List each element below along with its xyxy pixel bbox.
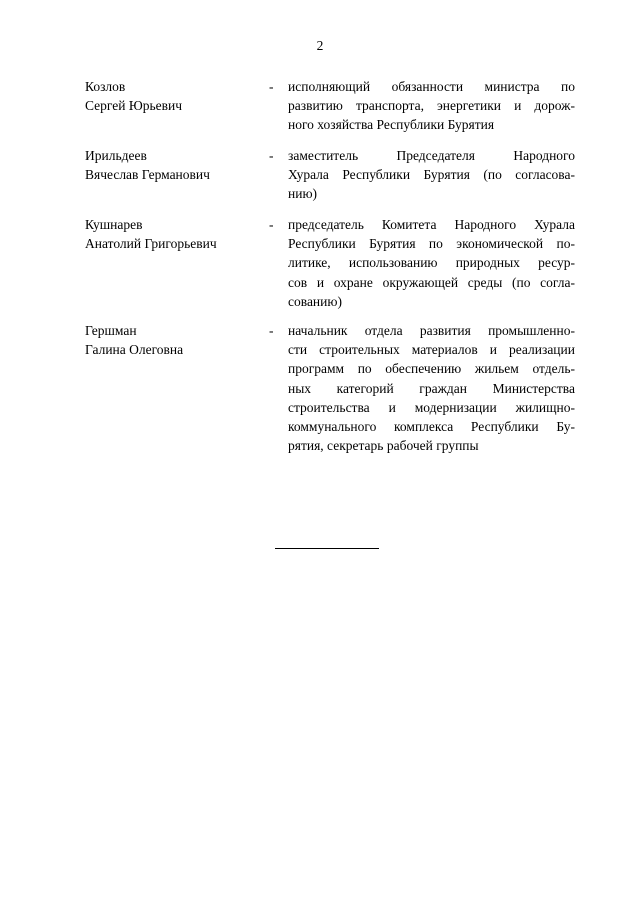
role-line: ных категорий граждан Министерства — [288, 380, 575, 396]
role-line: развитию транспорта, энергетики и дорож- — [288, 98, 575, 114]
role-line: председатель Комитета Народного Хурала — [288, 217, 575, 232]
member-role — [288, 321, 575, 455]
member-surname: Кушнарев — [85, 217, 143, 232]
role-line: литике, использованию природных ресур- — [288, 255, 575, 271]
member-given-names: Анатолий Григорьевич — [85, 236, 217, 251]
member-name — [85, 321, 265, 359]
dash-separator: - — [269, 323, 274, 338]
dash-separator: - — [269, 148, 274, 163]
role-line: нию) — [288, 186, 318, 202]
member-surname: Гершман — [85, 323, 137, 338]
member-surname: Ирильдеев — [85, 148, 147, 163]
page-number: 2 — [316, 38, 324, 53]
member-surname: Козлов — [85, 79, 126, 94]
member-name — [85, 146, 265, 184]
role-line: сованию) — [288, 293, 342, 309]
role-line: исполняющий обязанности министра по — [288, 79, 575, 94]
closing-rule — [275, 548, 379, 549]
role-line: ного хозяйства Республики Бурятия — [288, 117, 495, 133]
dash-separator: - — [269, 217, 274, 232]
member-name — [85, 215, 265, 253]
member-given-names: Вячеслав Германович — [85, 167, 210, 182]
role-line: строительства и модернизации жилищно- — [288, 399, 575, 415]
member-given-names: Сергей Юрьевич — [85, 98, 183, 113]
member-role — [288, 215, 575, 311]
member-role — [288, 77, 575, 135]
role-line: заместитель Председателя Народного — [288, 148, 575, 163]
role-line: начальник отдела развития промышленно- — [288, 323, 575, 338]
member-name — [85, 77, 265, 115]
role-line: Республики Бурятия по экономической по- — [288, 236, 575, 252]
role-line: рятия, секретарь рабочей группы — [288, 438, 479, 454]
role-line: сов и охране окружающей среды (по согла- — [288, 274, 575, 290]
dash-separator: - — [269, 79, 274, 94]
role-line: программ по обеспечению жильем отдель- — [288, 361, 575, 377]
role-line: сти строительных материалов и реализации — [288, 342, 575, 358]
member-role — [288, 146, 575, 204]
role-line: коммунального комплекса Республики Бу- — [288, 419, 575, 435]
role-line: Хурала Республики Бурятия (по согласова- — [288, 167, 575, 183]
member-given-names: Галина Олеговна — [85, 342, 184, 357]
